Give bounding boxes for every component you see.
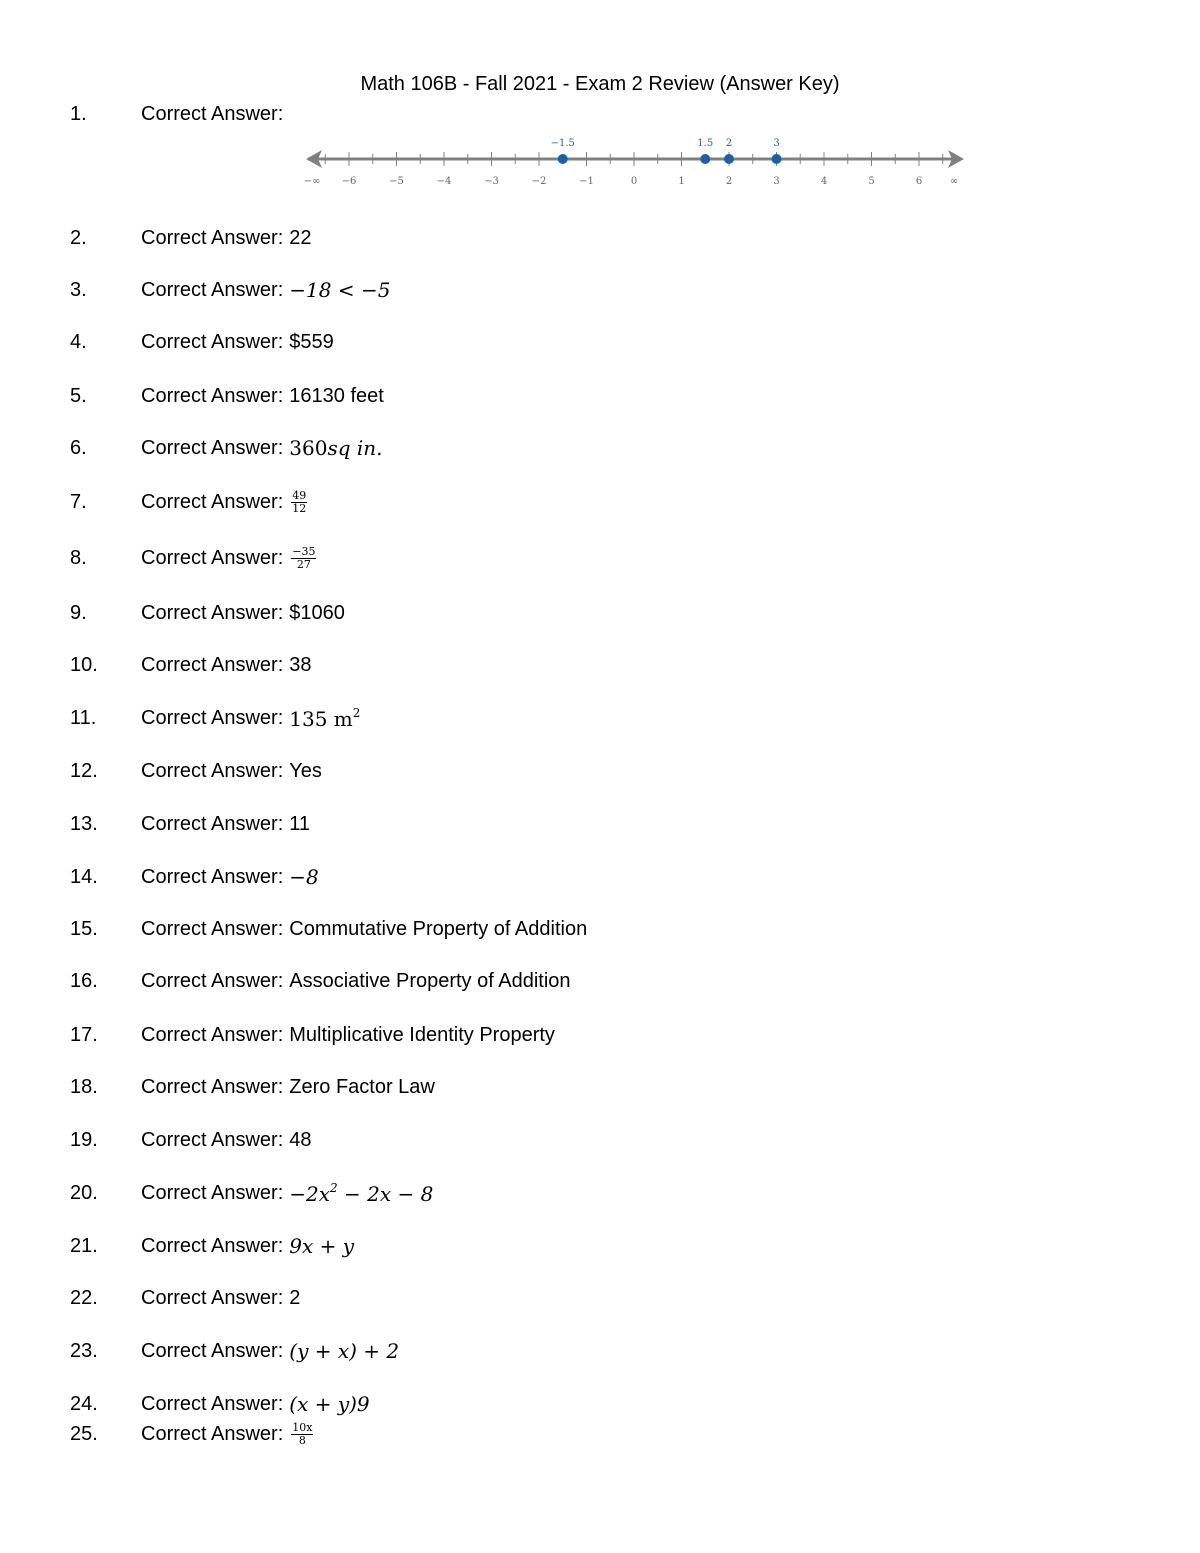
tick-label: −6 bbox=[341, 176, 357, 187]
answer-item bbox=[70, 225, 312, 251]
answer-item bbox=[70, 811, 310, 837]
tick-label: 0 bbox=[630, 176, 638, 187]
answer-item bbox=[70, 1338, 399, 1364]
fraction-numerator: 49 bbox=[292, 488, 307, 502]
answer-value: $1060 bbox=[289, 601, 345, 624]
answer-value: Commutative Property of Addition bbox=[289, 917, 588, 940]
point-label: 1.5 bbox=[697, 138, 714, 149]
fraction-denominator: 8 bbox=[298, 1433, 306, 1447]
answer-item bbox=[70, 435, 383, 461]
fraction-numerator: 10x bbox=[292, 1420, 313, 1434]
answer-value: Zero Factor Law bbox=[289, 1075, 435, 1098]
tick-label: −3 bbox=[484, 176, 499, 187]
answer-value: 48 bbox=[289, 1128, 312, 1151]
tick-label: −1 bbox=[579, 176, 594, 187]
answer-number: 17. bbox=[70, 1023, 98, 1046]
answer-value: 9x + y bbox=[289, 1234, 355, 1258]
point-label: 2 bbox=[725, 138, 733, 149]
plotted-point bbox=[724, 154, 734, 164]
answer-item bbox=[70, 1074, 435, 1100]
answer-number: 25. bbox=[70, 1422, 98, 1445]
answer-item bbox=[70, 1022, 555, 1048]
answer-number: 11. bbox=[70, 706, 97, 729]
answer-label: Correct Answer: bbox=[141, 226, 284, 249]
answer-number: 5. bbox=[70, 384, 87, 407]
answer-unit: sq in. bbox=[327, 436, 383, 460]
answer-value: (x + y)9 bbox=[289, 1392, 370, 1416]
answer-value: Associative Property of Addition bbox=[289, 969, 571, 992]
tick-label: 5 bbox=[868, 176, 875, 187]
answer-value: 38 bbox=[289, 653, 312, 676]
plotted-point bbox=[772, 154, 782, 164]
answer-value: 11 bbox=[289, 812, 311, 835]
tick-label: −5 bbox=[389, 176, 404, 187]
answer-label: Correct Answer: bbox=[141, 706, 284, 729]
answer-label: Correct Answer: bbox=[141, 546, 284, 569]
answer-label: Correct Answer: bbox=[141, 1128, 284, 1151]
answer-value: −18 < −5 bbox=[289, 278, 391, 302]
plotted-point bbox=[558, 154, 568, 164]
answer-number: 9. bbox=[70, 601, 87, 624]
answer-item bbox=[70, 383, 384, 409]
answer-value bbox=[291, 490, 307, 515]
answer-label: Correct Answer: bbox=[141, 653, 284, 676]
answer-item bbox=[70, 864, 319, 890]
answer-value: $559 bbox=[289, 330, 334, 353]
answer-number: 8. bbox=[70, 546, 87, 569]
answer-number: 20. bbox=[70, 1181, 98, 1204]
answer-label: Correct Answer: bbox=[141, 1075, 284, 1098]
answer-number: 13. bbox=[70, 812, 98, 835]
answer-value bbox=[289, 436, 382, 460]
answer-number: 18. bbox=[70, 1075, 98, 1098]
answer-item bbox=[70, 705, 360, 731]
answer-label: Correct Answer: bbox=[141, 278, 284, 301]
tick-label: −4 bbox=[436, 176, 452, 187]
answer-item bbox=[70, 758, 322, 784]
answer-value: (y + x) + 2 bbox=[289, 1339, 400, 1363]
fraction-denominator: 27 bbox=[296, 557, 311, 571]
plotted-point bbox=[700, 154, 710, 164]
answer-number: 24. bbox=[70, 1392, 98, 1415]
answer-number: 14. bbox=[70, 865, 98, 888]
answer-value bbox=[291, 1422, 313, 1447]
answer-item bbox=[70, 1127, 312, 1153]
answer-label: Correct Answer: bbox=[141, 1392, 284, 1415]
answer-label: Correct Answer: bbox=[141, 759, 284, 782]
answer-label: Correct Answer: bbox=[141, 1023, 284, 1046]
tick-label: 3 bbox=[773, 176, 780, 187]
answer-label: Correct Answer: bbox=[141, 865, 284, 888]
fraction-denominator: 12 bbox=[292, 501, 307, 515]
answer-item bbox=[70, 277, 390, 303]
answer-number: 15. bbox=[70, 917, 98, 940]
answer-number: 12. bbox=[70, 759, 98, 782]
answer-item bbox=[70, 652, 312, 678]
answer-value: Multiplicative Identity Property bbox=[289, 1023, 555, 1046]
answer-label: Correct Answer: bbox=[141, 102, 284, 125]
answer-number: 1. bbox=[70, 102, 87, 125]
answer-value: 22 bbox=[289, 226, 312, 249]
answer-number: 7. bbox=[70, 490, 87, 513]
answer-exponent: 2 bbox=[352, 705, 361, 720]
answer-label: Correct Answer: bbox=[141, 1286, 284, 1309]
point-label: 3 bbox=[773, 138, 780, 149]
number-line bbox=[300, 130, 970, 195]
answer-number: 2. bbox=[70, 226, 87, 249]
answer-number: 4. bbox=[70, 330, 87, 353]
poly-term: −2x bbox=[289, 1181, 331, 1206]
answer-value bbox=[289, 706, 360, 731]
answer-number: 22. bbox=[70, 1286, 98, 1309]
answer-base: 135 m bbox=[289, 706, 353, 731]
answer-value: −8 bbox=[289, 865, 319, 889]
answer-number: 23. bbox=[70, 1339, 98, 1362]
answer-item bbox=[70, 545, 316, 571]
tick-label-infinity: ∞ bbox=[949, 176, 959, 187]
answer-label: Correct Answer: bbox=[141, 812, 284, 835]
tick-label: 6 bbox=[915, 176, 923, 187]
answer-number: 19. bbox=[70, 1128, 98, 1151]
answer-label: Correct Answer: bbox=[141, 1234, 284, 1257]
answer-value bbox=[289, 1181, 433, 1206]
answer-label: Correct Answer: bbox=[141, 601, 284, 624]
answer-label: Correct Answer: bbox=[141, 1422, 284, 1445]
answer-item bbox=[70, 1285, 300, 1311]
answer-item bbox=[70, 489, 307, 515]
answer-number: 10. bbox=[70, 653, 98, 676]
answer-value: 16130 feet bbox=[289, 384, 384, 407]
answer-label: Correct Answer: bbox=[141, 969, 284, 992]
fraction-numerator: −35 bbox=[292, 544, 316, 558]
answer-number: 16. bbox=[70, 969, 98, 992]
answer-label: Correct Answer: bbox=[141, 1181, 284, 1204]
answer-item bbox=[70, 1180, 433, 1206]
answer-value: Yes bbox=[289, 759, 322, 782]
tick-label-neg-infinity: −∞ bbox=[303, 176, 321, 187]
answer-item bbox=[70, 916, 587, 942]
tick-label: 2 bbox=[725, 176, 733, 187]
answer-label: Correct Answer: bbox=[141, 917, 284, 940]
poly-exponent: 2 bbox=[330, 1180, 338, 1195]
answer-label: Correct Answer: bbox=[141, 490, 284, 513]
answer-number: 3. bbox=[70, 278, 87, 301]
answer-number-value: 360 bbox=[289, 436, 328, 460]
answer-label: Correct Answer: bbox=[141, 384, 284, 407]
tick-label: 4 bbox=[820, 176, 828, 187]
tick-label: 1 bbox=[678, 176, 685, 187]
answer-label: Correct Answer: bbox=[141, 436, 284, 459]
poly-rest: − 2x − 8 bbox=[337, 1181, 434, 1206]
point-label: −1.5 bbox=[550, 138, 575, 149]
answer-value bbox=[291, 546, 316, 571]
answer-label: Correct Answer: bbox=[141, 1339, 284, 1362]
answer-label: Correct Answer: bbox=[141, 330, 284, 353]
page-title: Math 106B - Fall 2021 - Exam 2 Review (Answer Key) bbox=[360, 73, 840, 95]
answer-item bbox=[70, 1233, 354, 1259]
answer-item bbox=[70, 600, 345, 626]
answer-value: 2 bbox=[289, 1286, 301, 1309]
tick-label: −2 bbox=[531, 176, 547, 187]
answer-item bbox=[70, 101, 289, 127]
answer-item bbox=[70, 1421, 313, 1447]
answer-item bbox=[70, 1391, 370, 1417]
answer-item bbox=[70, 329, 334, 355]
answer-item bbox=[70, 968, 571, 994]
answer-number: 21. bbox=[70, 1234, 98, 1257]
answer-number: 6. bbox=[70, 436, 87, 459]
